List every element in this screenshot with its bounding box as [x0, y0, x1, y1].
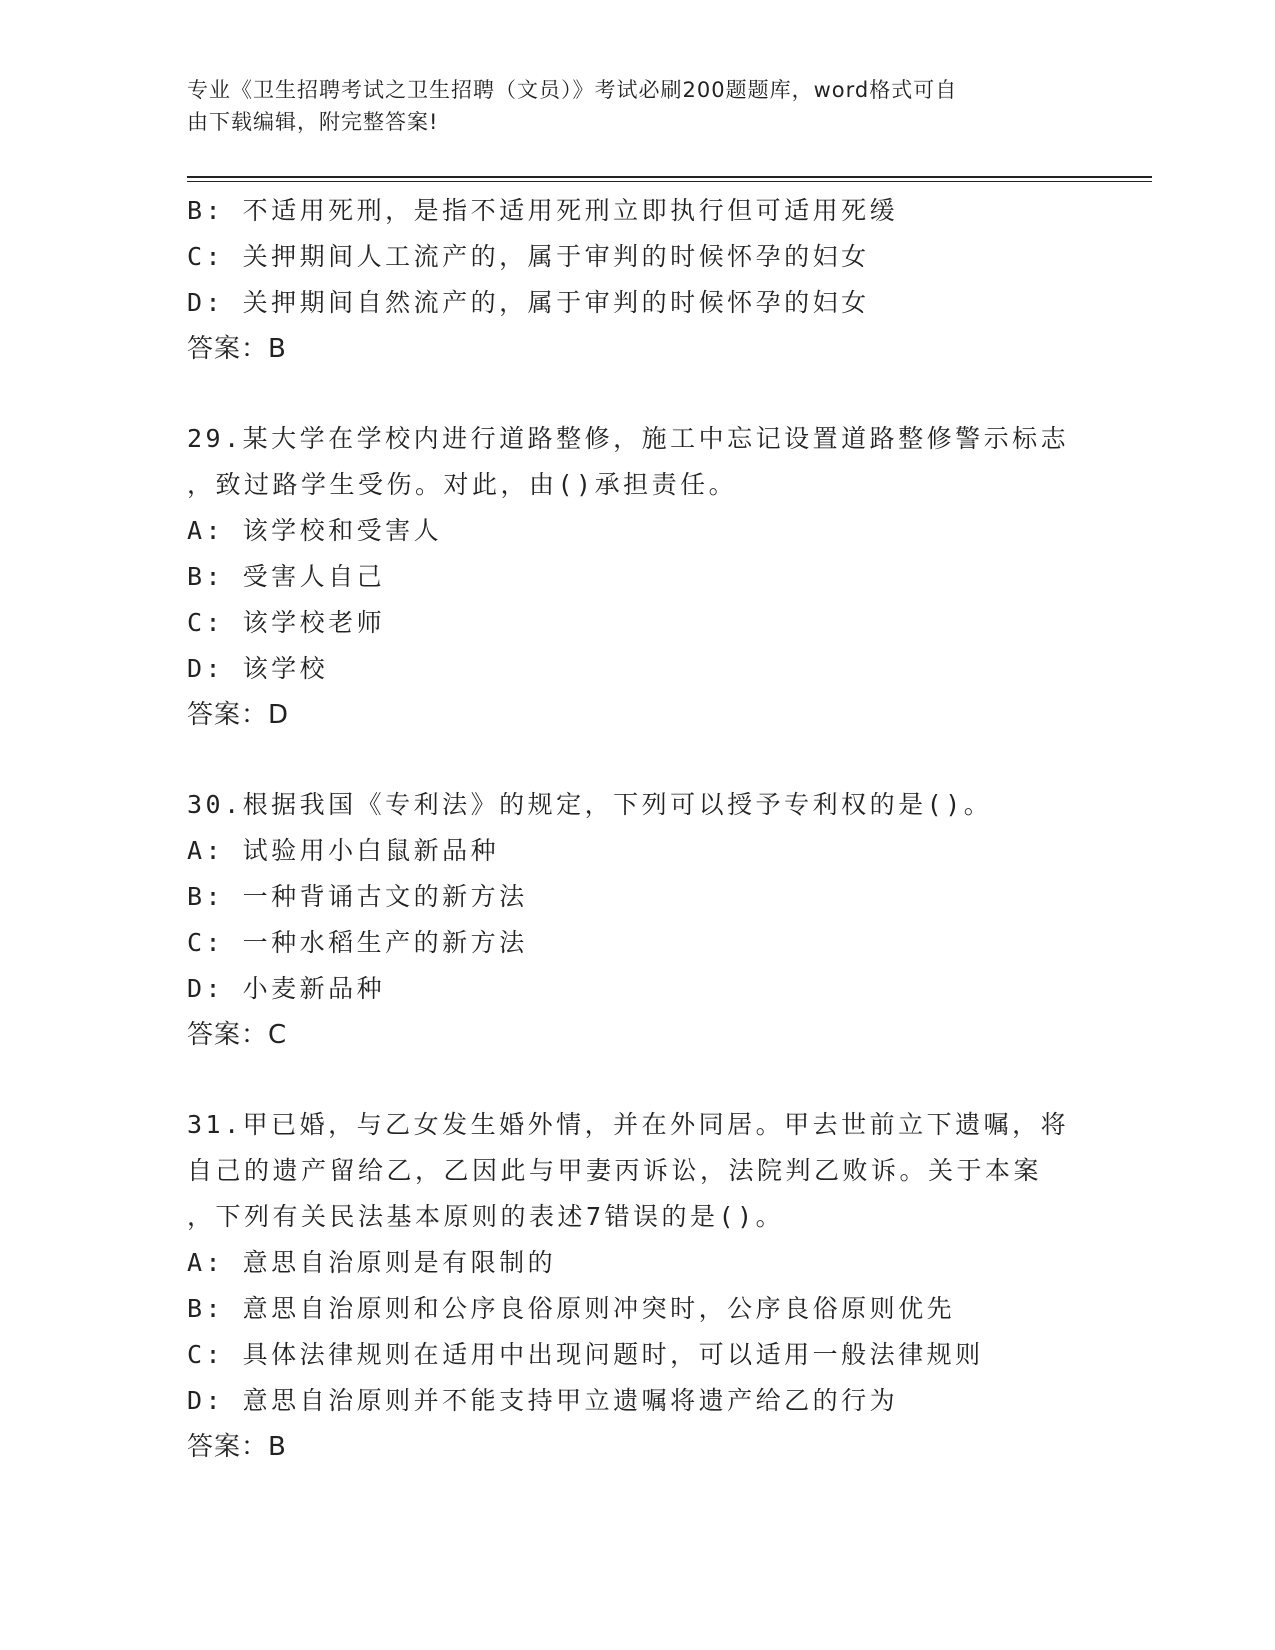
- answer-line: 答案：B: [187, 334, 287, 364]
- option-d: D: 该学校: [187, 654, 329, 683]
- question-stem-line: 30.根据我国《专利法》的规定，下列可以授予专利权的是()。: [187, 790, 993, 819]
- header-line-2: 由下载编辑，附完整答案!: [187, 110, 439, 134]
- question-stem-line: 29.某大学在学校内进行道路整修，施工中忘记设置道路整修警示标志: [187, 424, 1070, 453]
- question-stem-line: ，致过路学生受伤。对此，由()承担责任。: [187, 470, 738, 499]
- question-block-30: [187, 782, 1087, 1058]
- page-header: [187, 74, 1087, 138]
- option-b: B: 受害人自己: [187, 562, 386, 591]
- question-stem-line: 自己的遗产留给乙，乙因此与甲妻丙诉讼，法院判乙败诉。关于本案: [187, 1156, 1043, 1185]
- option-c: C: 具体法律规则在适用中出现问题时，可以适用一般法律规则: [187, 1340, 984, 1369]
- option-b: B: 一种背诵古文的新方法: [187, 882, 528, 911]
- option-b: B: 意思自治原则和公序良俗原则冲突时，公序良俗原则优先: [187, 1294, 956, 1323]
- option-c: C: 一种水稻生产的新方法: [187, 928, 528, 957]
- option-d: D: 小麦新品种: [187, 974, 386, 1003]
- option-c: C: 该学校老师: [187, 608, 386, 637]
- header-rule-thin: [187, 181, 1152, 182]
- answer-line: 答案：D: [187, 700, 290, 730]
- header-rule-thick: [187, 176, 1152, 178]
- option-a: A: 意思自治原则是有限制的: [187, 1248, 557, 1277]
- answer-line: 答案：B: [187, 1432, 287, 1462]
- answer-line: 答案：C: [187, 1020, 288, 1050]
- question-block-31: [187, 1102, 1087, 1470]
- option-a: A: 该学校和受害人: [187, 516, 443, 545]
- question-stem-line: ，下列有关民法基本原则的表述7错误的是()。: [187, 1202, 785, 1231]
- document-body: [187, 188, 1087, 1470]
- option-d: D: 意思自治原则并不能支持甲立遗嘱将遗产给乙的行为: [187, 1386, 899, 1415]
- question-block-28: [187, 188, 1087, 372]
- option-d: D: 关押期间自然流产的，属于审判的时候怀孕的妇女: [187, 288, 870, 317]
- question-stem-line: 31.甲已婚，与乙女发生婚外情，并在外同居。甲去世前立下遗嘱，将: [187, 1110, 1070, 1139]
- option-b: B: 不适用死刑，是指不适用死刑立即执行但可适用死缓: [187, 196, 899, 225]
- option-a: A: 试验用小白鼠新品种: [187, 836, 500, 865]
- header-line-1: 专业《卫生招聘考试之卫生招聘（文员）》考试必刷200题题库，word格式可自: [187, 78, 958, 102]
- question-block-29: [187, 416, 1087, 738]
- option-c: C: 关押期间人工流产的，属于审判的时候怀孕的妇女: [187, 242, 870, 271]
